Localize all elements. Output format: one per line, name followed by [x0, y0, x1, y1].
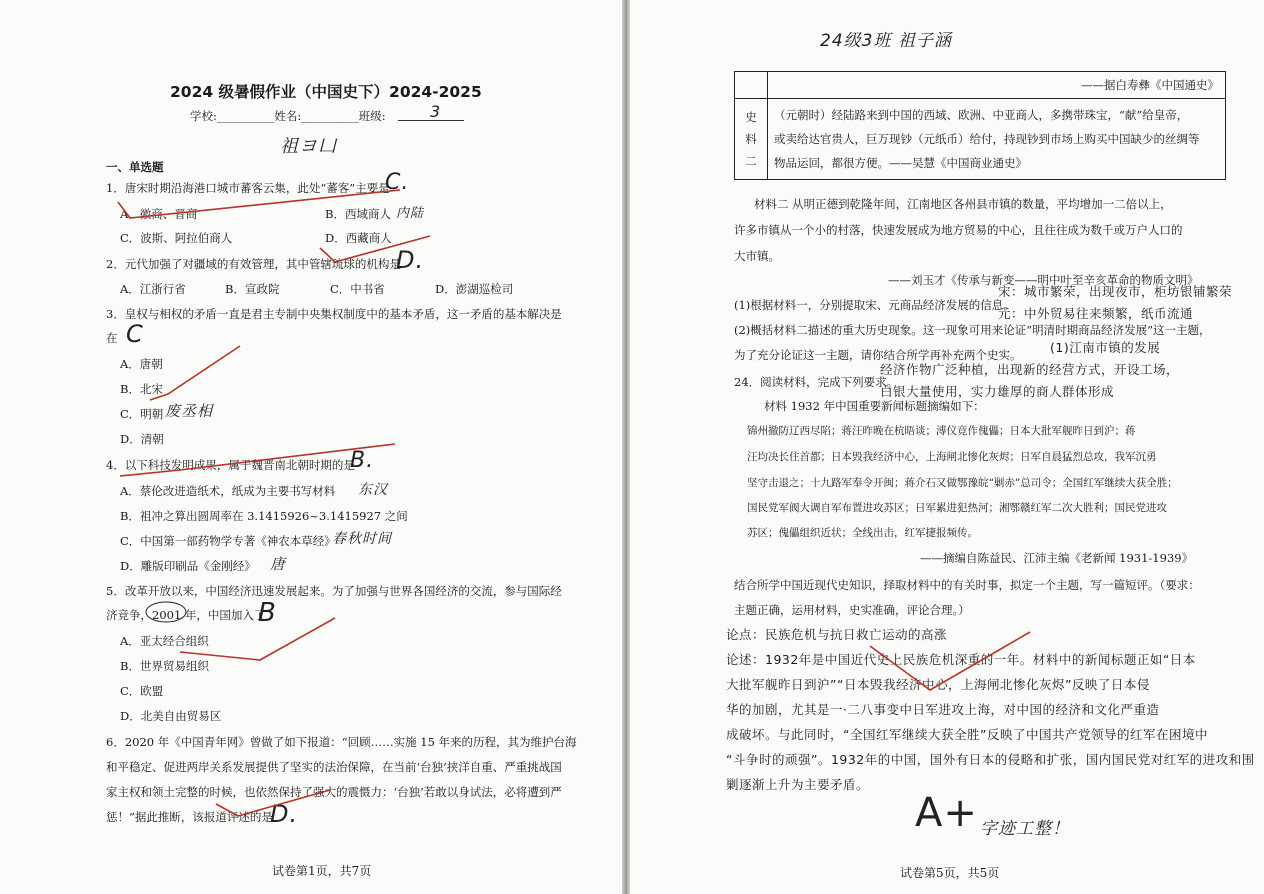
q2-check-mark	[320, 236, 430, 262]
q5-check-mark	[180, 618, 335, 660]
q4-answer: B.	[350, 448, 375, 473]
q4-option-a: A．蔡伦改进造纸术，纸成为主要书写材料	[120, 484, 336, 498]
q1-option-c: C．波斯、阿拉伯商人	[120, 231, 233, 245]
hand-answer-2: 元：中外贸易往来频繁，纸币流通	[998, 306, 1194, 321]
q3-check-mark	[150, 346, 240, 400]
q2-option-a: A．江浙行省	[120, 282, 186, 296]
news-line-3: 坚守击退之；十九路军奉令开闽；蒋介石又做鄂豫皖“剿赤”总司令；全国红军继续大获全胜；	[747, 477, 1178, 489]
news-line-2: 汪均决长住首都；日本毁我经济中心，上海闸北惨化灰烬；日军自晨猛烈总攻，我军沉勇	[747, 451, 1157, 463]
q6-check-mark	[216, 790, 330, 816]
q3-option-a: A．唐朝	[120, 357, 163, 371]
q3-option-c: C．明朝	[120, 407, 164, 421]
q3-stem-cont: 在	[106, 331, 118, 345]
essay-line-4: 成破坏。与此同时，“全国红军继续大获全胜”反映了中国共产党领导的红军在困境中	[726, 727, 1208, 742]
essay-line-5: “斗争时的顽强”。1932年的中国，国外有日本的侵略和扩张，国内国民党对红军的进攻和围	[726, 752, 1255, 767]
news-citation: ——摘编自陈益民、江沛主编《老新闻 1931-1939》	[920, 551, 1194, 565]
question-1: (1)根据材料一，分别提取宋、元商品经济发展的信息。	[734, 298, 1015, 312]
material2-line-1: 材料二 从明正德到乾隆年间，江南地区各州县市镇的数量，平均增加一二倍以上，	[754, 197, 1172, 211]
news-line-1: 锦州撤防辽西尽陷；蒋汪昨晚在杭晤谈；溥仪竟作傀儡；日本大批军舰昨日到沪；蒋	[747, 425, 1136, 437]
q6-line-2: 和平稳定、促进两岸关系发展提供了坚实的法治保障，在当前‘台独’挟洋自重、严重挑战国	[106, 760, 562, 774]
q2-option-d: D．澎湖巡检司	[435, 282, 514, 296]
table-citation-1: ——据白寿彝《中国通史》	[768, 72, 1226, 99]
requirement-line-2: 主题正确，运用材料，史实准确，评论合理。）	[734, 603, 970, 617]
q3-option-b: B．北宋	[120, 382, 163, 396]
q3-option-d: D．清朝	[120, 432, 164, 446]
q1-b-note: 内陆	[396, 206, 425, 221]
right-footer: 试卷第5页，共5页	[900, 866, 1000, 880]
material2-line-2: 许多市镇从一个小的村落，快速发展成为地方贸易的中心，且往往成为数千或万户人口的	[734, 223, 1183, 237]
hand-answer-1: 宋：城市繁荣，出现夜市，柜坊银铺繁荣	[998, 284, 1233, 299]
material2-citation: ——刘玉才《传承与新变——明中叶至辛亥革命的物质文明》	[888, 273, 1199, 287]
material2-line-3: 大市镇。	[734, 249, 780, 263]
requirement-line-1: 结合所学中国近现代史知识，择取材料中的有关时事，拟定一个主题，写一篇短评。（要求：	[734, 578, 1200, 592]
q6-line-1: 6．2020 年《中国青年网》曾做了如下报道：“回顾……实施 15 年来的历程，其为维护台海	[106, 735, 577, 749]
student-info-line: 学校:__________姓名:__________班级:	[190, 109, 386, 123]
q3-stem: 3．皇权与相权的矛盾一直是君主专制中央集权制度中的基本矛盾，这一矛盾的基本解决是	[106, 307, 562, 321]
right-red-marks	[630, 0, 1264, 894]
table-label-char-3: 二	[745, 154, 757, 168]
handwritten-name: 祖ヨ凵	[280, 136, 337, 157]
teacher-comment: 字迹工整！	[980, 819, 1070, 839]
table-label-char-2: 料	[745, 132, 757, 146]
q1-option-a: A．徽商、晋商	[120, 207, 198, 221]
q2-option-c: C．中书省	[330, 282, 385, 296]
essay-line-1: 论述：1932年是中国近代史上民族危机深重的一年。材料中的新闻标题正如“日本	[726, 652, 1196, 667]
q5-option-c: C．欧盟	[120, 684, 164, 698]
q1-stem: 1．唐宋时期沿海港口城市蕃客云集，此处“蕃客”主要是	[106, 181, 390, 195]
table-line-2: 或卖给达官贵人，巨万现钞（元纸币）给付，持现钞到市场上购买中国缺少的丝绸等	[774, 132, 1200, 146]
class-value: 3	[430, 102, 442, 121]
essay-check-mark	[870, 632, 1030, 690]
q4-option-c: C．中国第一部药物学专著《神农本草经》	[120, 534, 336, 548]
question-2a: (2)概括材料二描述的重大历史现象。这一现象可用来论证“明清时期商品经济发展”这一主题，	[734, 323, 1211, 337]
exam-title: 2024 级暑假作业（中国史下）2024-2025	[170, 83, 482, 101]
q2-stem: 2．元代加强了对疆域的有效管理，其中管辖琉球的机构是	[106, 257, 401, 271]
left-exam-page	[0, 0, 622, 894]
q4-d-note: 唐	[270, 555, 287, 573]
q6-answer: D.	[270, 800, 299, 828]
q4-a-note: 东汉	[358, 482, 388, 498]
q2-answer: D.	[396, 246, 425, 274]
table-line-3: 物品运回，都很方便。——吴慧《中国商业通史》	[774, 156, 1027, 170]
essay-line-3: 华的加剧，尤其是一·二八事变中日军进攻上海，对中国的经济和文化严重造	[726, 702, 1160, 717]
q4-c-note: 春秋时间	[332, 531, 392, 547]
q5-option-d: D．北美自由贸易区	[120, 709, 222, 723]
question-2b: 为了充分论证这一主题，请你结合所学再补充两个史实。	[734, 348, 1022, 362]
news-line-4: 国民党军阀大调自军布置进攻苏区；日军累进犯热河；湘鄂赣红军二次大胜利；国民党进攻	[747, 502, 1167, 514]
table-line-1: （元朝时）经陆路来到中国的西域、欧洲、中亚商人，多携带珠宝，“献”给皇帝，	[774, 108, 1189, 122]
table-label-char-1: 史	[745, 110, 757, 124]
q6-line-3: 家主权和领土完整的时候，也依然保持了强大的震慑力：‘台独’若敢以身试法，必将遭到严	[106, 785, 562, 799]
right-exam-page	[630, 0, 1264, 894]
q1-answer: C.	[385, 170, 410, 195]
q5-option-a: A．亚太经合组织	[120, 634, 209, 648]
q3-c-note: 废丞相	[165, 402, 214, 420]
grade-mark: A+	[915, 790, 978, 836]
essay-line-2: 大批军舰昨日到沪”“日本毁我经济中心，上海闸北惨化灰烬”反映了日本侵	[726, 677, 1150, 692]
q4-option-b: B．祖冲之算出圆周率在 3.1415926~3.1415927 之间	[120, 509, 408, 523]
page-gutter	[622, 0, 630, 894]
q1-option-d: D．西藏商人	[325, 231, 392, 245]
q1-option-b: B．西域商人	[325, 207, 391, 221]
left-footer: 试卷第1页，共7页	[272, 864, 372, 878]
q6-line-4: 惩！”据此推断，该报道评述的是	[106, 810, 273, 824]
hand-answer-4: 经济作物广泛种植，出现新的经营方式，开设工场，	[880, 362, 1180, 377]
q5-stem: 5．改革开放以来，中国经济迅速发展起来。为了加强与世界各国经济的交流，参与国际经	[106, 584, 562, 598]
q4-check-mark	[120, 444, 395, 476]
essay-thesis: 论点：民族危机与抗日救亡运动的高涨	[726, 627, 948, 642]
q2-option-b: B．宣政院	[225, 282, 280, 296]
q5-option-b: B．世界贸易组织	[120, 659, 209, 673]
q3-answer: C	[126, 320, 144, 348]
question-24: 24．阅读材料，完成下列要求。	[734, 375, 899, 389]
news-line-5: 苏区；傀儡组织近状；全线出击，红军捷报频传。	[747, 527, 978, 539]
hand-answer-3: (1)江南市镇的发展	[1050, 340, 1161, 355]
q5-answer: B	[258, 598, 277, 628]
essay-line-6: 剿逐渐上升为主要矛盾。	[726, 777, 870, 792]
section-heading: 一、单选题	[106, 160, 164, 174]
q4-option-d: D．雕版印刷品《金刚经》	[120, 559, 256, 573]
handwritten-header: 24级3班 祖子涵	[820, 31, 952, 51]
red-check-marks	[0, 0, 622, 894]
q5-stem-cont: 济竞争，2001 年，中国加入了	[106, 608, 266, 622]
q5-year-circle	[146, 602, 186, 622]
material24-intro: 材料 1932 年中国重要新闻标题摘编如下：	[764, 399, 985, 413]
hand-answer-5: 白银大量使用，实力雄厚的商人群体形成	[880, 384, 1115, 399]
q4-stem: 4．以下科技发明成果，属于魏晋南北朝时期的是	[106, 458, 355, 472]
q1-check-mark	[118, 190, 400, 218]
